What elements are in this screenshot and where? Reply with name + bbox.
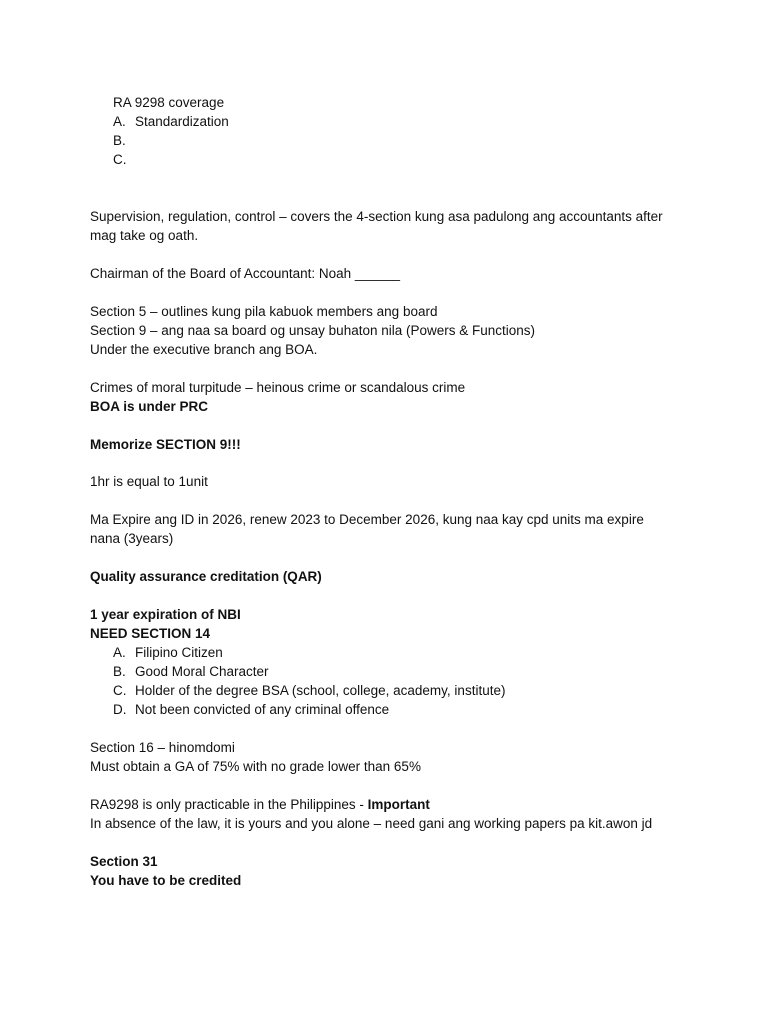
coverage-item-b: [113, 131, 135, 150]
list-marker: A.: [113, 645, 126, 660]
list-item-text: Filipino Citizen: [135, 645, 223, 660]
list-marker: B.: [113, 133, 126, 148]
ga-requirement-line: Must obtain a GA of 75% with no grade lower than 65%: [90, 759, 421, 774]
list-marker: D.: [113, 702, 127, 717]
list-marker: C.: [113, 152, 127, 167]
qar-heading: Quality assurance creditation (QAR): [90, 569, 322, 584]
section-9-line: Section 9 – ang naa sa board og unsay buhaton nila (Powers & Functions): [90, 323, 536, 338]
section-14-item-c: [113, 681, 505, 700]
list-item-text: Holder of the degree BSA (school, college, academy, institute): [135, 683, 506, 698]
credited-heading: You have to be credited: [90, 873, 242, 888]
expire-line-1: Ma Expire ang ID in 2026, renew 2023 to December 2026, kung naa kay cpd units ma expire: [90, 512, 644, 527]
supervision-line-2: mag take og oath.: [90, 228, 199, 243]
section-14-item-b: [113, 662, 269, 681]
section-16-line: Section 16 – hinomdomi: [90, 740, 235, 755]
boa-prc-heading: BOA is under PRC: [90, 399, 209, 414]
unit-line: 1hr is equal to 1unit: [90, 474, 208, 489]
section-14-item-a: [113, 643, 223, 662]
section-31-heading: Section 31: [90, 854, 158, 869]
section-5-line: Section 5 – outlines kung pila kabuok members ang board: [90, 304, 438, 319]
supervision-line-1: Supervision, regulation, control – covers the 4-section kung asa padulong ang accountants after: [90, 209, 663, 224]
executive-branch-line: Under the executive branch ang BOA.: [90, 342, 318, 357]
section-14-item-d: [113, 700, 389, 719]
ra9298-text: RA9298 is only practicable in the Philippines -: [90, 797, 368, 812]
coverage-item-c: [113, 150, 135, 169]
memorize-heading: Memorize SECTION 9!!!: [90, 437, 241, 452]
nbi-heading: 1 year expiration of NBI: [90, 607, 241, 622]
list-item-text: Good Moral Character: [135, 664, 269, 679]
absence-of-law-line: In absence of the law, it is yours and you alone – need gani ang working papers pa kit.awon jd: [90, 816, 653, 831]
expire-line-2: nana (3years): [90, 531, 174, 546]
coverage-title: RA 9298 coverage: [113, 95, 225, 110]
list-marker: B.: [113, 664, 126, 679]
ra9298-line: [90, 795, 430, 814]
crimes-line: Crimes of moral turpitude – heinous crime or scandalous crime: [90, 380, 466, 395]
important-emphasis: Important: [367, 797, 430, 812]
list-marker: C.: [113, 683, 127, 698]
chairman-line: Chairman of the Board of Accountant: Noah ______: [90, 266, 400, 281]
list-marker: A.: [113, 114, 126, 129]
list-item-text: Not been convicted of any criminal offence: [135, 702, 390, 717]
section-14-heading: NEED SECTION 14: [90, 626, 211, 641]
list-item-text: Standardization: [135, 114, 229, 129]
coverage-item-a: [113, 112, 229, 131]
